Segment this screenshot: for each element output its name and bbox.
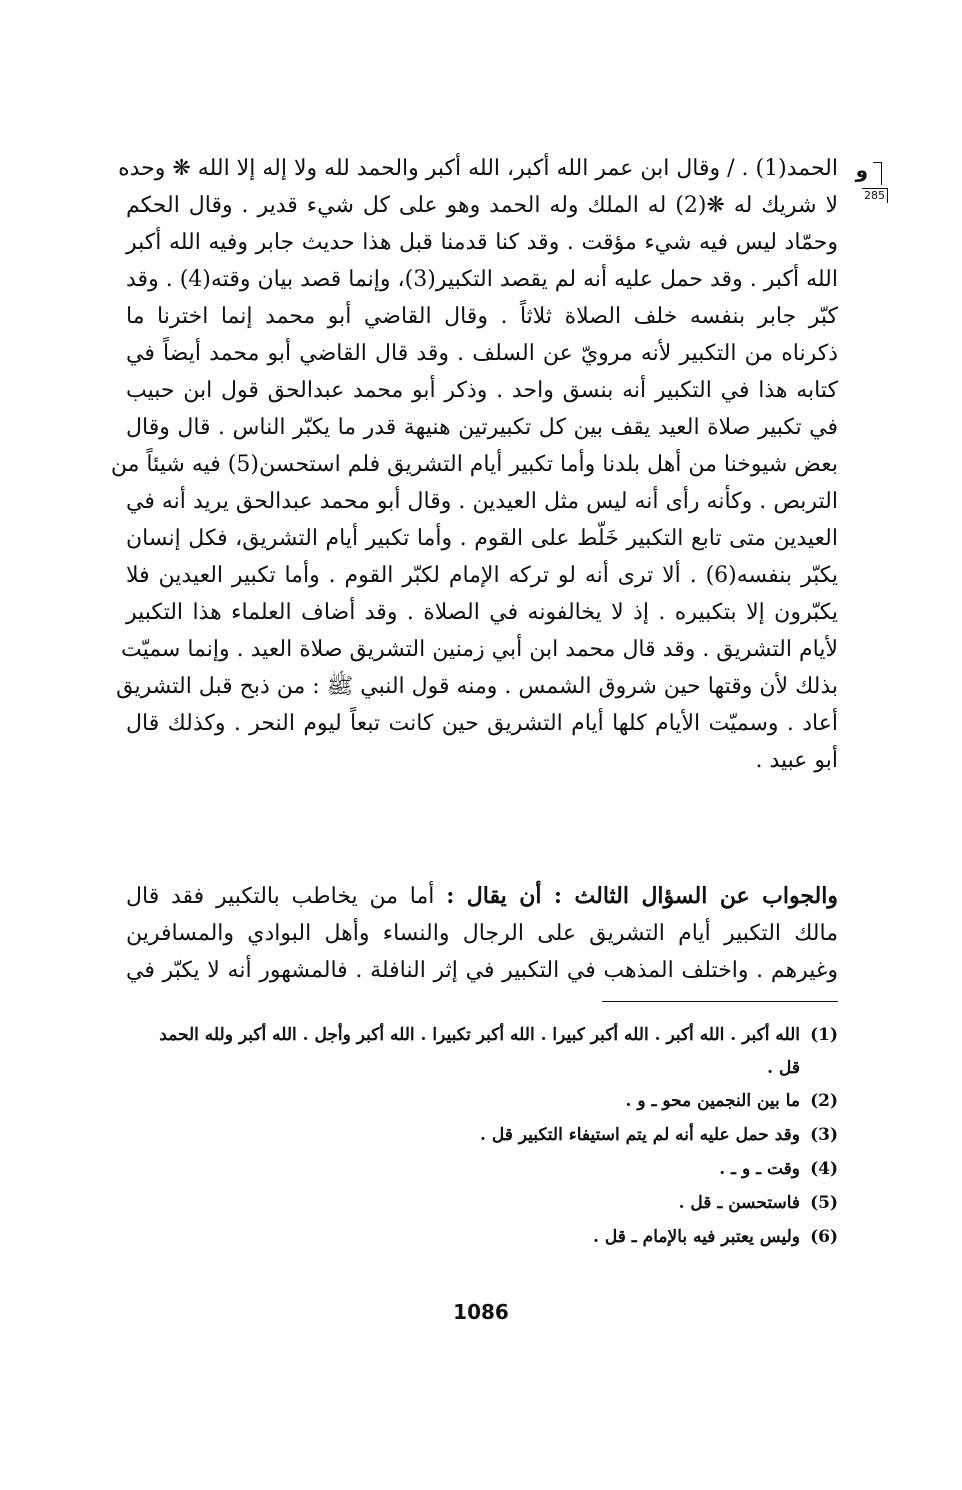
- margin-bracket-mark: [873, 162, 882, 185]
- main-paragraph: [110, 150, 839, 779]
- text-line: بعض شيوخنا من أهل بلدنا وأما تكبير أيام التشريق فلم استحسن(5) فيه شيئاً من: [110, 452, 838, 477]
- text-line: الله أكبر . وقد حمل عليه أنه لم يقصد التكبير(3)، وإنما قصد بيان وقته(4) . وقد: [126, 267, 838, 292]
- footnote: [126, 1186, 838, 1220]
- text-line: مالك التكبير أيام التشريق على الرجال والنساء وأهل البوادي والمسافرين: [126, 921, 838, 946]
- margin-manuscript-letter: و: [855, 158, 868, 182]
- footnotes: [126, 1018, 838, 1254]
- footnote-continuation: قل .: [767, 1058, 800, 1078]
- footnote: [126, 1118, 838, 1152]
- footnote: [126, 1018, 838, 1052]
- answer-lead-heading: والجواب عن السؤال الثالث : أن يقال :: [446, 883, 838, 909]
- footnote-text: ما بين النجمين محو ـ و .: [625, 1091, 800, 1111]
- footnote-number: (1): [810, 1025, 838, 1045]
- answer-paragraph: [126, 878, 838, 989]
- footnote: [126, 1152, 838, 1186]
- text-line: أبو عبيد .: [755, 748, 838, 773]
- text-line: [126, 878, 838, 915]
- footnote-number: (3): [810, 1125, 838, 1145]
- footnote: [126, 1084, 838, 1118]
- text-line: لا شريك له ❋(2) له الملك وله الحمد وهو على كل شيء قدير . وقال الحكم: [126, 193, 839, 218]
- footnote-number: (6): [810, 1227, 838, 1247]
- page-number: 1086: [453, 1300, 509, 1324]
- footnote-text: فاستحسن ـ قل .: [678, 1193, 800, 1213]
- text-line: لأيام التشريق . وقد قال محمد ابن أبي زمنين التشريق صلاة العيد . وإنما سميّت: [120, 637, 838, 662]
- footnote-number: (5): [810, 1193, 838, 1213]
- text-line: كبّر جابر بنفسه خلف الصلاة ثلاثاً . وقال القاضي أبو محمد إنما اخترنا ما: [126, 304, 838, 329]
- text-line: بذلك لأن وقتها حين شروق الشمس . ومنه قول النبي ﷺ : من ذبح قبل التشريق: [116, 674, 838, 699]
- footnote: [126, 1220, 838, 1254]
- text-line: وحمّاد ليس فيه شيء مؤقت . وقد كنا قدمنا قبل هذا حديث جابر وفيه الله أكبر: [126, 230, 838, 255]
- footnote-divider: [602, 1001, 838, 1002]
- answer-line-rest: أما من يخاطب بالتكبير فقد قال: [126, 884, 447, 909]
- margin-folio-number: 285: [862, 188, 888, 203]
- footnote-text: الله أكبر . الله أكبر . الله أكبر كبيرا . الله أكبر تكبيرا . الله أكبر وأجل . الله أكبر ولله الحمد: [159, 1025, 800, 1045]
- text-line: الحمد(1) . / وقال ابن عمر الله أكبر، الله أكبر والحمد لله ولا إله إلا الله ❋ وحده: [118, 156, 838, 181]
- text-line: وغيرهم . واختلف المذهب في التكبير في إثر النافلة . فالمشهور أنه لا يكبّر في: [126, 958, 838, 983]
- footnote-text: وقت ـ و ـ .: [719, 1159, 800, 1179]
- footnote-number: (4): [810, 1159, 838, 1179]
- footnote-text: وليس يعتبر فيه بالإمام ـ قل .: [593, 1227, 800, 1247]
- text-line: يكبّر بنفسه(6) . ألا ترى أنه لو تركه الإمام لكبّر القوم . وأما تكبير العيدين فلا: [126, 563, 838, 588]
- text-line: أعاد . وسميّت الأيام كلها أيام التشريق حين كانت تبعاً ليوم النحر . وكذلك قال: [126, 711, 838, 736]
- text-line: ذكرناه من التكبير لأنه مرويّ عن السلف . وقد قال القاضي أبو محمد أيضاً في: [126, 341, 839, 366]
- text-line: يكبّرون إلا بتكبيره . إذ لا يخالفونه في الصلاة . وقد أضاف العلماء هذا التكبير: [126, 600, 838, 625]
- text-line: التربص . وكأنه رأى أنه ليس مثل العيدين . وقال أبو محمد عبدالحق يريد أنه في: [126, 489, 838, 514]
- text-line: كتابه هذا في التكبير أنه بنسق واحد . وذكر أبو محمد عبدالحق قول ابن حبيب: [126, 378, 838, 403]
- text-line: العيدين متى تابع التكبير خَلّط على القوم . وأما تكبير أيام التشريق، فكل إنسان: [126, 526, 838, 551]
- text-line: في تكبير صلاة العيد يقف بين كل تكبيرتين هنيهة قدر ما يكبّر الناس . قال وقال: [126, 415, 838, 440]
- margin-folio-note: [842, 150, 888, 224]
- footnote-number: (2): [810, 1091, 838, 1111]
- footnote-text: وقد حمل عليه أنه لم يتم استيفاء التكبير قل .: [480, 1125, 800, 1145]
